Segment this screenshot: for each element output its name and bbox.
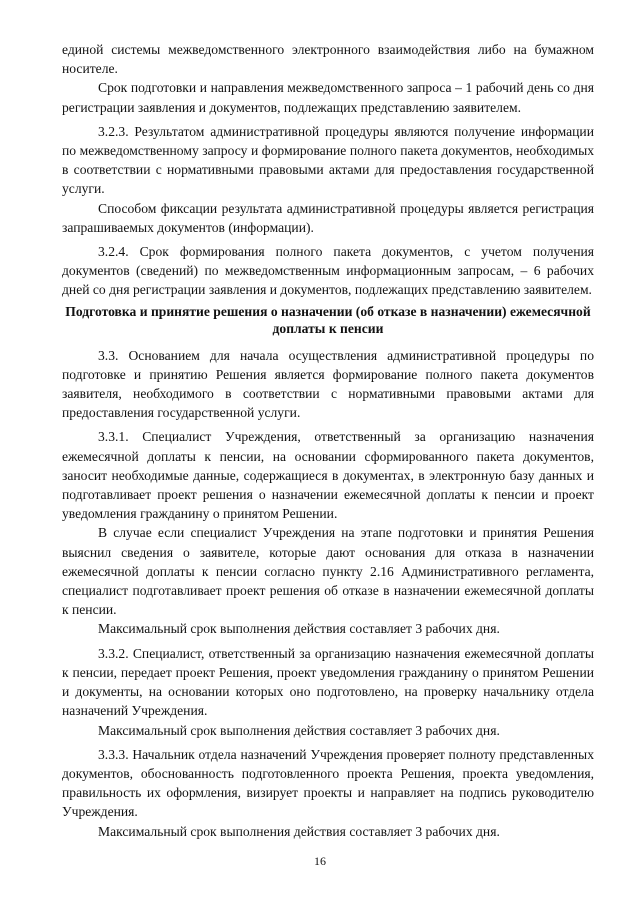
section-heading: Подготовка и принятие решения о назначении (об отказе в назначении) ежемесячной доплаты к пенсии <box>65 303 591 337</box>
paragraph-max-term-3: Максимальный срок выполнения действия составляет 3 рабочих дня. <box>98 823 500 839</box>
paragraph-3-3-3: 3.3.3. Начальник отдела назначений Учреждения проверяет полноту представленных документов, обоснованность подготовленного проекта Решения, проекта уведомления, правильность их оформления, визирует проекты и направляет на подпись руководителю Учреждения. <box>62 746 594 820</box>
paragraph-3-3-2: 3.3.2. Специалист, ответственный за организацию назначения ежемесячной доплаты к пенсии, передает проект Решения, проект уведомления гражданину о принятом Решении и документы, на основании которых оно подготовлено, на проверку начальнику отдела назначений Учреждения. <box>62 645 594 719</box>
paragraph-request-deadline: Срок подготовки и направления межведомственного запроса – 1 рабочий день со дня регистрации заявления и документов, подлежащих представлению заявителем. <box>62 80 594 115</box>
paragraph-3-2-4: 3.2.4. Срок формирования полного пакета документов, с учетом получения документов (сведений) по межведомственным информационным запросам, – 6 рабочих дней со дня регистрации заявления и документов, подлежащих представлению заявителем. <box>62 244 594 298</box>
paragraph-max-term-1: Максимальный срок выполнения действия составляет 3 рабочих дня. <box>98 621 500 637</box>
document-body <box>62 40 594 841</box>
paragraph-3-2-3: 3.2.3. Результатом административной процедуры являются получение информации по межведомственному запросу и формирование полного пакета документов, необходимых в соответствии с нормативными правовыми актами для предоставления государственной услуги. <box>62 123 594 197</box>
paragraph-refusal-case: В случае если специалист Учреждения на этапе подготовки и принятия Решения выяснил сведения о заявителе, которые дают основания для отказа в назначении ежемесячной доплаты к пенсии согласно пункту 2.16 Административного регламента, специалист подготавливает проект решения об отказе в назначении ежемесячной доплаты к пенсии. <box>62 525 594 618</box>
page-number: 16 <box>314 854 326 868</box>
paragraph-max-term-2: Максимальный срок выполнения действия составляет 3 рабочих дня. <box>98 722 500 738</box>
paragraph-3-3-1: 3.3.1. Специалист Учреждения, ответственный за организацию назначения ежемесячной доплаты к пенсии, на основании сформированного пакета документов, заносит необходимые данные, содержащиеся в документах, в электронную базу данных и подготавливает проект решения о назначении ежемесячной доплаты к пенсии и проект уведомления гражданину о принятом Решении. <box>62 429 594 522</box>
paragraph-continuation: единой системы межведомственного электронного взаимодействия либо на бумажном носителе. <box>62 42 594 77</box>
paragraph-3-3: 3.3. Основанием для начала осуществления административной процедуры по подготовке и принятию Решения является формирование полного пакета документов заявителя, необходимого в соответствии с нормативными правовыми актами для предоставления государственной услуги. <box>62 347 594 421</box>
paragraph-fixation-method: Способом фиксации результата административной процедуры является регистрация запрашиваемых документов (информации). <box>62 200 594 235</box>
